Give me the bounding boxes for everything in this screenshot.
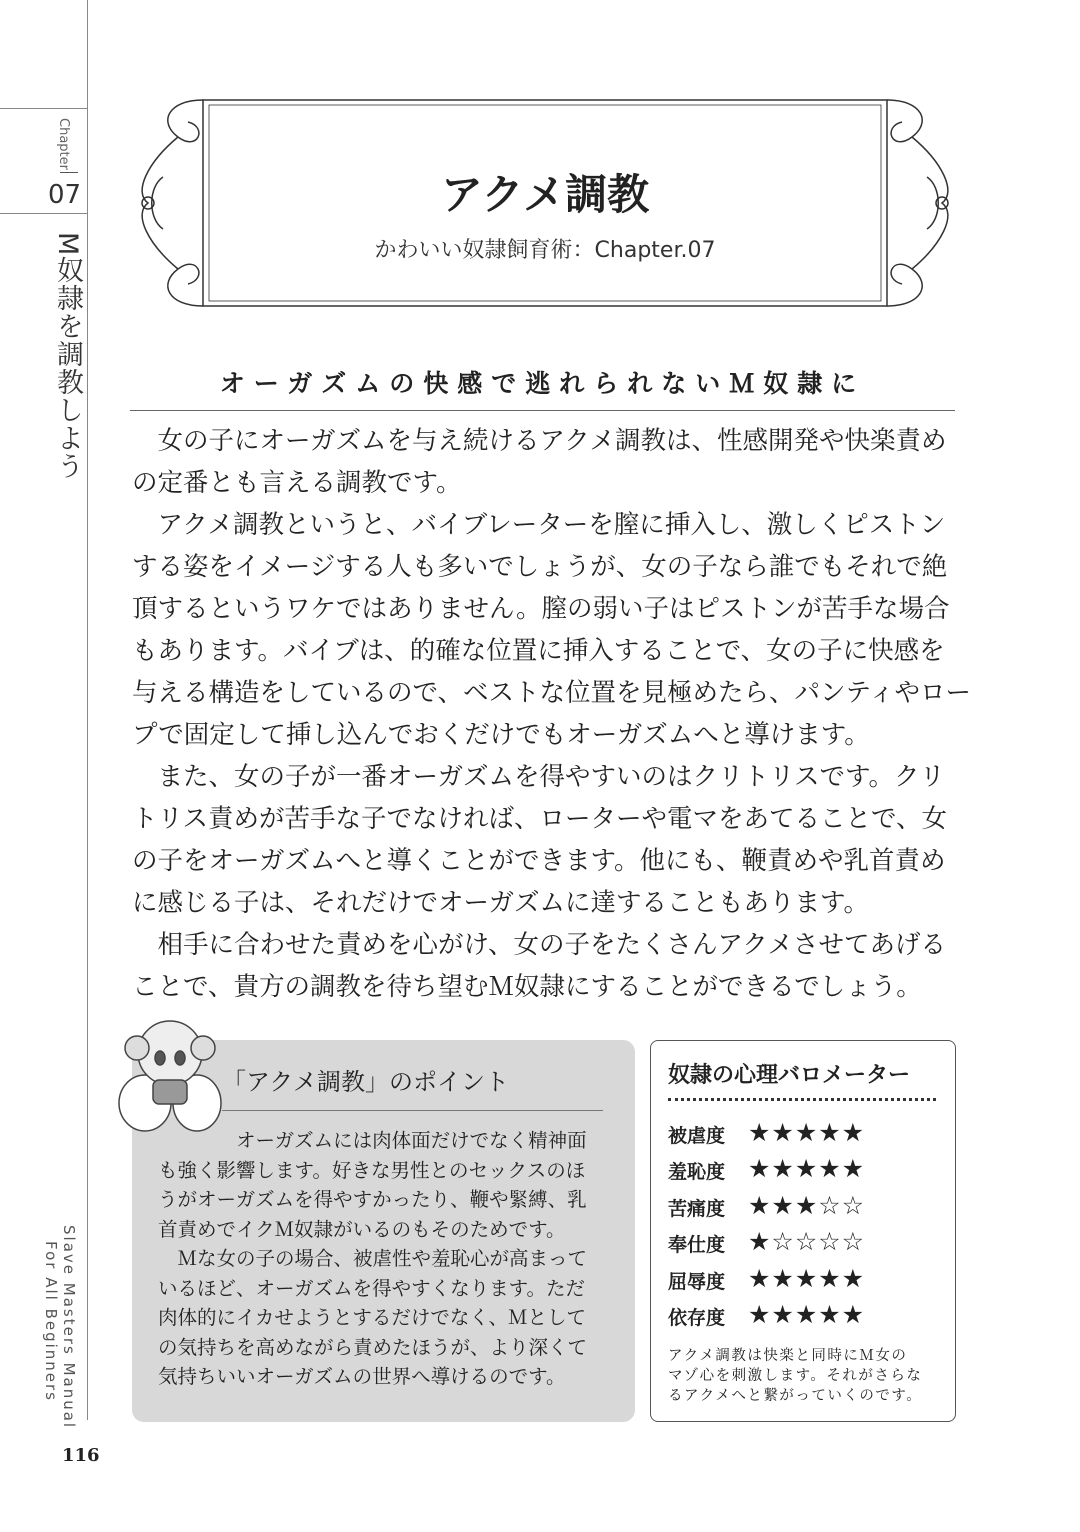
body-line: ことで、貴方の調教を待ち望むＭ奴隷にすることができるでしょう。 xyxy=(132,972,922,1002)
sidebar-divider xyxy=(87,0,88,1420)
barometer-label: 屈辱度 xyxy=(668,1271,726,1293)
points-rule xyxy=(222,1110,603,1111)
points-line: 肉体的にイカせようとするだけでなく、Ｍとして xyxy=(158,1306,587,1329)
chapter-label: Chapter xyxy=(56,118,71,170)
body-line: に感じる子は、それだけでオーガズムに達することもあります。 xyxy=(132,888,869,918)
section-title: M奴隷を調教しよう xyxy=(52,232,83,481)
book-title xyxy=(42,1225,78,1429)
body-line: トリス責めが苦手な子でなければ、ローターや電マをあてることで、女 xyxy=(132,804,947,834)
barometer-label: 被虐度 xyxy=(668,1125,726,1147)
page-number: 116 xyxy=(62,1445,100,1466)
body-line: 相手に合わせた責めを心がけ、女の子をたくさんアクメさせてあげる xyxy=(132,930,946,960)
barometer-label: 依存度 xyxy=(668,1307,726,1329)
barometer-label: 苦痛度 xyxy=(668,1198,726,1220)
body-line: の定番とも言える調教です。 xyxy=(132,468,462,498)
points-title: 「アクメ調教」のポイント xyxy=(222,1068,510,1096)
body-line: の子をオーガズムへと導くことができます。他にも、鞭責めや乳首責め xyxy=(132,846,946,876)
points-line: も強く影響します。好きな男性とのセックスのほ xyxy=(158,1158,586,1182)
character-illustration xyxy=(115,1008,225,1133)
chapter-number: 07 xyxy=(48,180,82,210)
body-line: もあります。バイブは、的確な位置に挿入することで、女の子に快感を xyxy=(132,636,945,666)
star-rating: ★★★★★ xyxy=(748,1300,866,1329)
star-rating: ★☆☆☆☆ xyxy=(748,1227,866,1256)
body-line: 与える構造をしているので、ベストな位置を見極めたら、パンティやロー xyxy=(132,678,971,708)
barometer-label: 奉仕度 xyxy=(668,1234,726,1256)
chapter-tick xyxy=(60,172,78,173)
star-rating: ★★★★★ xyxy=(748,1264,866,1293)
body-text xyxy=(132,420,971,1008)
sidebar-rule xyxy=(0,108,87,109)
note-line: アクメ調教は快楽と同時にＭ女の xyxy=(668,1348,908,1364)
body-line: また、女の子が一番オーガズムを得やすいのはクリトリスです。クリ xyxy=(132,762,945,792)
note-line: るアクメへと繋がっていくのです。 xyxy=(668,1388,923,1404)
points-line: うがオーガズムを得やすかったり、鞭や緊縛、乳 xyxy=(158,1188,587,1211)
star-rating: ★★★☆☆ xyxy=(748,1191,866,1220)
body-line: 頂するというワケではありません。膣の弱い子はピストンが苦手な場合 xyxy=(132,594,950,624)
barometer-title: 奴隷の心理バロメーター xyxy=(668,1063,911,1088)
barometer-label: 羞恥度 xyxy=(668,1161,726,1183)
page-title: アクメ調教 xyxy=(440,170,650,219)
book-title-line: For All Beginners xyxy=(42,1241,60,1403)
sidebar-rule xyxy=(0,213,87,214)
body-line: プで固定して挿し込んでおくだけでもオーガズムへと導けます。 xyxy=(132,720,870,750)
page-subtitle: かわいい奴隷飼育術：Chapter.07 xyxy=(374,238,716,263)
body-line: 女の子にオーガズムを与え続けるアクメ調教は、性感開発や快楽責め xyxy=(132,426,947,456)
body-line: する姿をイメージする人も多いでしょうが、女の子なら誰でもそれで絶 xyxy=(132,552,948,582)
star-rating: ★★★★★ xyxy=(748,1154,866,1183)
points-line: いるほど、オーガズムを得やすくなります。ただ xyxy=(158,1276,586,1300)
points-line: 気持ちいいオーガズムの世界へ導けるのです。 xyxy=(158,1365,566,1388)
star-rating: ★★★★★ xyxy=(748,1118,866,1147)
barometer-note xyxy=(668,1346,922,1406)
section-heading: オーガズムの快感で逃れられないＭ奴隷に xyxy=(219,369,866,398)
points-line: Ｍな女の子の場合、被虐性や羞恥心が高まって xyxy=(158,1247,588,1270)
book-title-line: Slave Masters Manual xyxy=(60,1225,78,1430)
body-line: アクメ調教というと、バイブレーターを膣に挿入し、激しくピストン xyxy=(132,510,946,540)
points-text xyxy=(158,1126,587,1392)
points-line: の気持ちを高めながら責めたほうが、より深くて xyxy=(158,1335,588,1359)
points-line: 首責めでイクＭ奴隷がいるのもそのためです。 xyxy=(158,1217,566,1241)
note-line: マゾ心を刺激します。それがさらな xyxy=(668,1368,923,1384)
points-line: オーガズムには肉体面だけでなく精神面 xyxy=(158,1129,587,1152)
dotted-divider xyxy=(668,1098,936,1101)
heading-rule xyxy=(130,410,955,411)
